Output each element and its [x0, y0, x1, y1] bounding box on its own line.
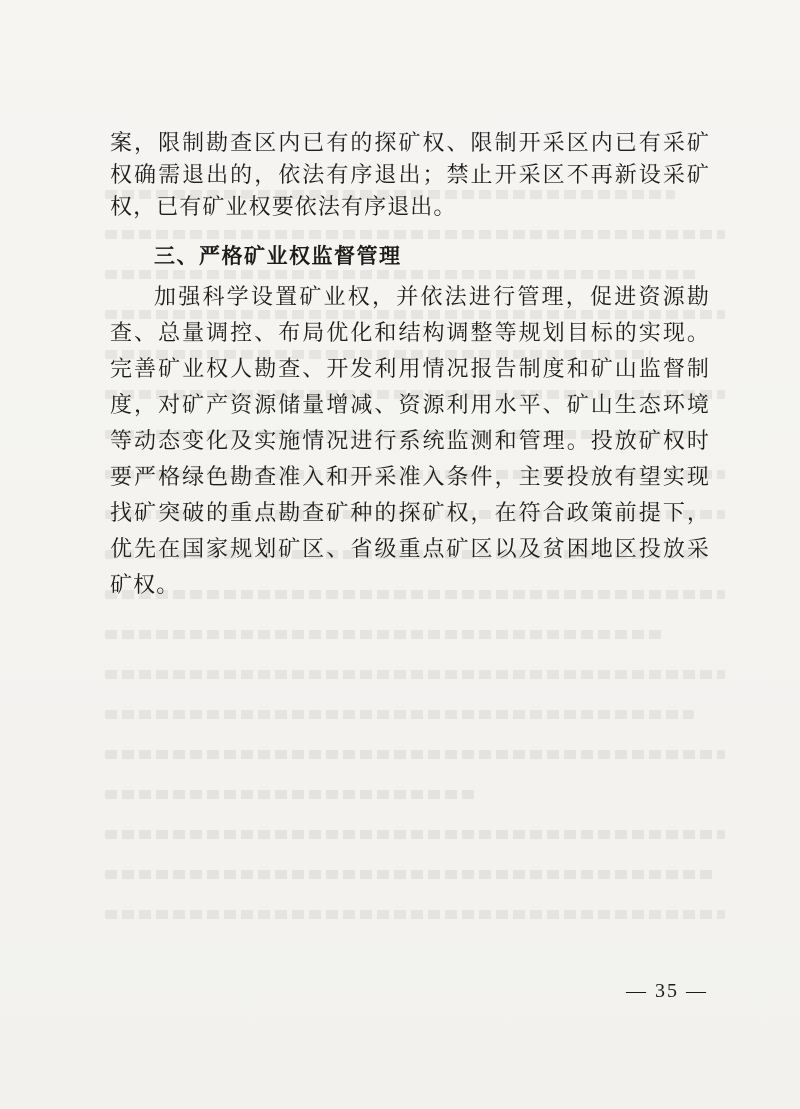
- continuation-paragraph: 案，限制勘查区内已有的探矿权、限制开采区内已有采矿权确需退出的，依法有序退出；禁止开采区不再新设采矿权，已有矿业权要依法有序退出。: [110, 131, 710, 220]
- page-number: — 35 —: [626, 980, 708, 1002]
- continuation-block: [110, 128, 710, 224]
- section-heading: 三、严格矿业权监督管理: [154, 244, 402, 268]
- section-paragraph: 加强科学设置矿业权，并依法进行管理，促进资源勘查、总量调控、布局优化和结构调整等规划目标的实现。完善矿业权人勘查、开发利用情况报告制度和矿山监督制度，对矿产资源储量增减、资源利用水平、矿山生态环境等动态变化及实施情况进行系统监测和管理。投放矿权时要严格绿色勘查准入和开采准入条件，主要投放有望实现找矿突破的重点勘查矿种的探矿权，在符合政策前提下，优先在国家规划矿区、省级重点矿区以及贫困地区投放采矿权。: [110, 285, 710, 598]
